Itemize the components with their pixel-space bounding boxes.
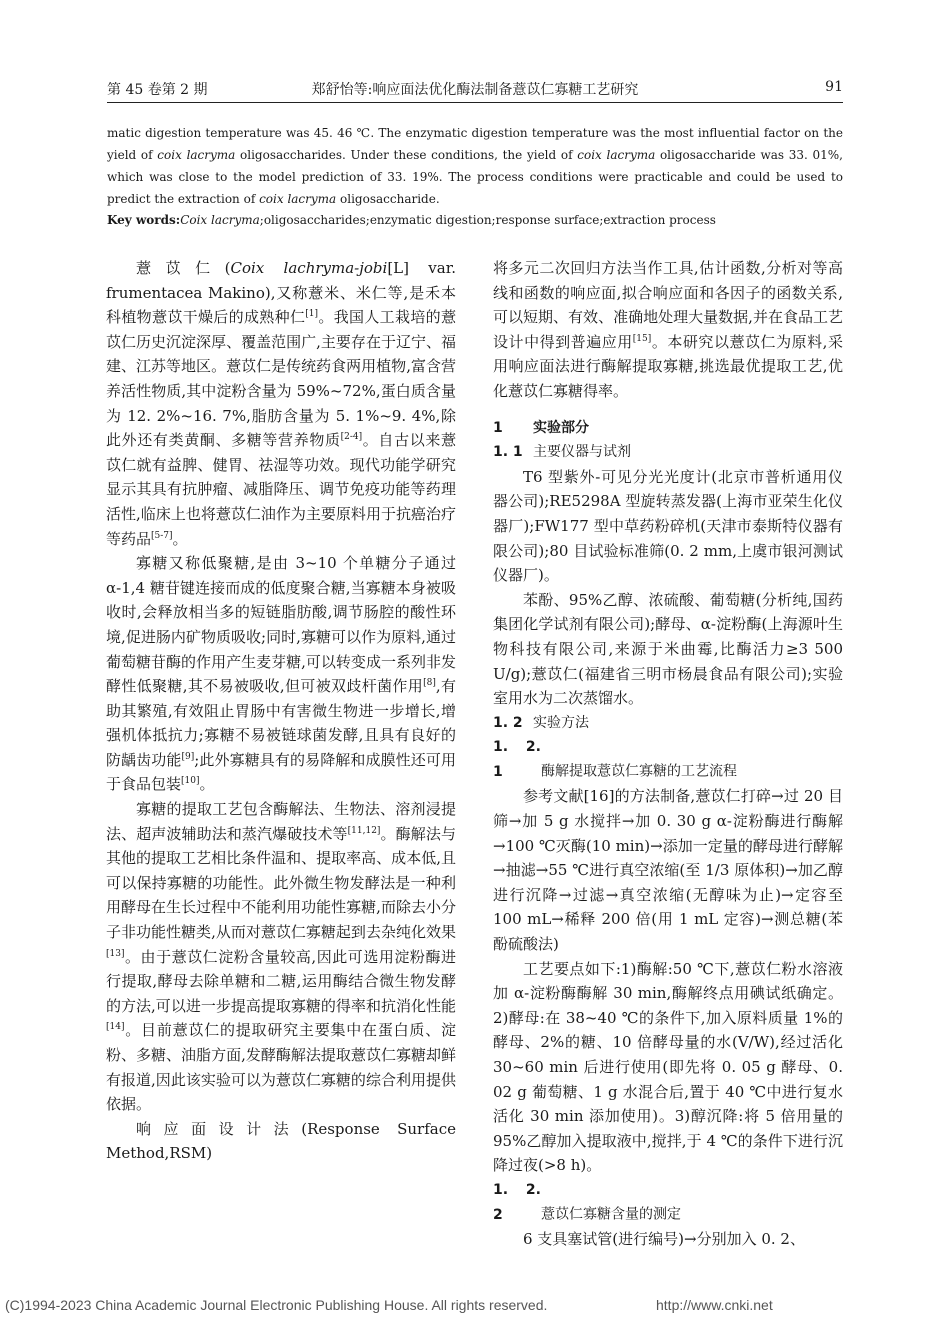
copyright-footer (0, 1297, 950, 1317)
subsection-heading: 1. 1 主要仪器与试剂 (493, 444, 631, 461)
subsubsection-heading: 1. 2. 2 薏苡仁寡糖含量的测定 (493, 1181, 681, 1223)
subsubsection-heading: 1. 2. 1 酶解提取薏苡仁寡糖的工艺流程 (493, 739, 737, 780)
paragraph: 工艺要点如下:1)酶解:50 ℃下,薏苡仁粉水溶液加 α-淀粉酶酶解 30 min,酶解终点用碘试纸确定。2)酵母:在 38~40 ℃的条件下,加入原料质量 1%的酵母、2%的糖、10 倍酵母量的水(V/W),经过活化 30~60 min 后进行使用(即先将 0. 05 g 酵母、0. 02 g 葡萄糖、1 g 水混合后,置于 40 ℃中进行复水活化 30 min 添加使用)。3)醇沉降:将 5 倍用量的 95%乙醇加入提取液中,搅拌,于 4 ℃的条件下进行沉降过夜(>8 h)。 (493, 959, 843, 1175)
header-rule (107, 102, 843, 103)
paragraph: 寡糖的提取工艺包含酶解法、生物法、溶剂浸提法、超声波辅助法和蒸汽爆破技术等[11,12]。酶解法与其他的提取工艺相比条件温和、提取率高、成本低,且可以保持寡糖的功能性。此外微生物发酵法是一种利用酵母在生长过程中不能利用功能性寡糖,而除去小分子非功能性糖类,从而对薏苡仁寡糖起到去杂纯化效果[13]。由于薏苡仁淀粉含量较高,因此可选用淀粉酶进行提取,酵母去除单糖和二糖,运用酶结合微生物发酵的方法,可以进一步提高提取寡糖的得率和抗消化性能[14]。目前薏苡仁的提取研究主要集中在蛋白质、淀粉、多糖、油脂方面,发酵酶解法提取薏苡仁寡糖却鲜有报道,因此该实验可以为薏苡仁寡糖的综合利用提供依据。 (106, 800, 456, 1114)
paragraph: 6 支具塞试管(进行编号)→分别加入 0. 2、 (523, 1230, 805, 1249)
running-header (107, 79, 843, 101)
running-title: 郑舒怡等:响应面法优化酶法制备薏苡仁寡糖工艺研究 (311, 82, 639, 98)
keywords-label: Key words: (107, 213, 181, 227)
paragraph: T6 型紫外-可见分光光度计(北京市普析通用仪器公司);RE5298A 型旋转蒸发器(上海市亚荣生化仪器厂);FW177 型中草药粉碎机(天津市泰斯特仪器有限公司);80 目试验标准筛(0. 2 mm,上虞市银河测试仪器厂)。 (493, 467, 843, 585)
subsection-heading: 1. 2 实验方法 (493, 714, 589, 731)
section-heading: 1 实验部分 (493, 419, 589, 436)
page-number: 91 (825, 79, 843, 95)
copyright-text: (C)1994-2023 China Academic Journal Electronic Publishing House. All rights reserved. (5, 1297, 548, 1313)
paragraph: 响应面设计法(Response Surface Method,RSM) (106, 1119, 456, 1163)
paragraph: 参考文献[16]的方法制备,薏苡仁打碎→过 20 目筛→加 5 g 水搅拌→加 0. 30 g α-淀粉酶进行酶解→100 ℃灭酶(10 min)→添加一定量的酵母进行酵解→抽滤→55 ℃进行真空浓缩(至 1/3 原体积)→加乙醇进行沉降→过滤→真空浓缩(无醇味为止)→定容至 100 mL→稀释 200 倍(用 1 mL 定容)→测总糖(苯酚硫酸法) (493, 787, 843, 954)
keywords: Key words:Coix lacryma;oligosaccharides;enzymatic digestion;response surface;extraction process (107, 213, 716, 227)
paragraph: 薏苡仁(Coix lachryma-jobi[L] var. frumentacea Makino),又称薏米、米仁等,是禾本科植物薏苡干燥后的成熟种仁[1]。我国人工栽培的薏苡仁历史沉淀深厚、覆盖范围广,主要存在于辽宁、福建、江苏等地区。薏苡仁是传统药食两用植物,富含营养活性物质,其中淀粉含量为 59%~72%,蛋白质含量为 12. 2%~16. 7%,脂肪含量为 5. 1%~9. 4%,除此外还有类黄酮、多糖等营养物质[2-4]。自古以来薏苡仁就有益脾、健胃、祛湿等功效。现代功能学研究显示其具有抗肿瘤、减脂降压、调节免疫功能等药理活性,临床上也将薏苡仁油作为主要原料用于抗癌治疗等药品[5-7]。 (106, 259, 457, 548)
right-column (493, 256, 843, 1252)
left-column (106, 256, 456, 1166)
cnki-link[interactable]: http://www.cnki.net (656, 1297, 773, 1313)
abstract-continuation: matic digestion temperature was 45. 46 ℃. The enzymatic digestion temperature was the most influential factor on the yield of coix lacryma oligosaccharides. Under these conditions, the yield of coix lacryma oligosaccharide was 33. 01%, which was close to the model prediction of 33. 19%. The process conditions were practicable and could be used to predict the extraction of coix lacryma oligosaccharide. (107, 126, 843, 206)
journal-volume: 第 45 卷第 2 期 (107, 82, 208, 98)
paragraph: 苯酚、95%乙醇、浓硫酸、葡萄糖(分析纯,国药集团化学试剂有限公司);酵母、α-淀粉酶(上海源叶生物科技有限公司,来源于米曲霉,比酶活力≥3 500 U/g);薏苡仁(福建省三明市杨晨食品有限公司);实验室用水为二次蒸馏水。 (493, 590, 843, 708)
paragraph: 寡糖又称低聚糖,是由 3~10 个单糖分子通过 α-1,4 糖苷键连接而成的低度聚合糖,当寡糖本身被吸收时,会释放相当多的短链脂肪酸,调节肠腔的酸性环境,促进肠内矿物质吸收;同时,寡糖可以作为原料,通过葡萄糖苷酶的作用产生麦芽糖,可以转变成一系列非发酵性低聚糖,其不易被吸收,但可被双歧杆菌作用[8],有助其繁殖,有效阻止胃肠中有害微生物进一步增长,增强机体抵抗力;寡糖不易被链球菌发酵,且具有良好的防龋齿功能[9];此外寡糖具有的易降解和成膜性还可用于食品包装[10]。 (106, 554, 456, 794)
paragraph: 将多元二次回归方法当作工具,估计函数,分析对等高线和函数的响应面,拟合响应面和各因子的函数关系,可以短期、有效、准确地处理大量数据,并在食品工艺设计中得到普遍应用[15]。本研究以薏苡仁为原料,采用响应面法进行酶解提取寡糖,挑选最优提取工艺,优化薏苡仁寡糖得率。 (493, 259, 843, 400)
